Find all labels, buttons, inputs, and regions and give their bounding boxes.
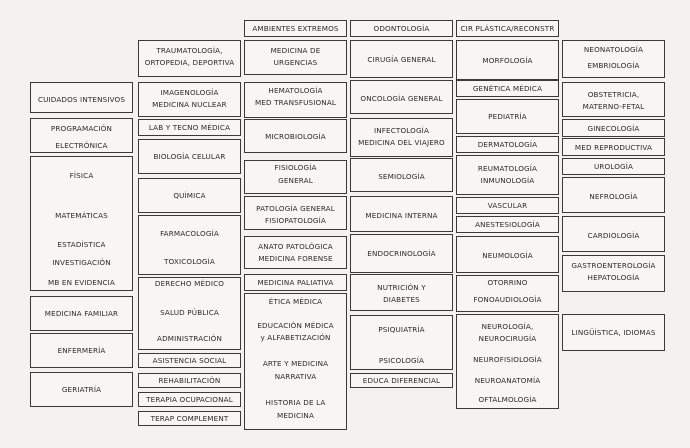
specialty-label: MED REPRODUCTIVA <box>574 143 653 152</box>
specialty-label: CIRUGÍA GENERAL <box>367 55 436 64</box>
specialty-label: PSIQUIATRÍA <box>378 325 425 334</box>
specialty-box-traumatologia <box>138 40 241 77</box>
specialty-label: EDUCACIÓN MÉDICA <box>257 321 334 330</box>
specialty-box-gastroenterologia <box>562 255 665 292</box>
specialty-box-otorrino <box>456 275 559 312</box>
specialty-label: MEDICINA DE <box>270 46 321 55</box>
specialty-label: GENÉTICA MÉDICA <box>472 84 543 93</box>
specialty-box-cir-plastica-reconstr <box>456 20 559 37</box>
specialty-box-neumologia <box>456 236 559 273</box>
specialty-label: ANATO PATOLÓGICA <box>258 242 333 251</box>
specialty-label: URGENCIAS <box>273 58 318 67</box>
specialty-box-semiologia <box>350 158 453 192</box>
specialty-box-terapia-ocupacional <box>138 392 241 407</box>
specialty-label: MED TRANSFUSIONAL <box>254 98 337 107</box>
specialty-label: NEUROFISIOLOGÍA <box>473 355 542 364</box>
specialty-label: DERECHO MÉDICO <box>154 279 225 288</box>
specialty-box-neonatologia <box>562 40 665 78</box>
specialty-label: NEONATOLOGÍA <box>583 45 644 54</box>
specialty-box-quimica <box>138 178 241 213</box>
specialty-label: GERIATRÍA <box>61 385 102 394</box>
specialty-box-obstetricia <box>562 82 665 117</box>
specialty-box-patologia-general <box>244 196 347 230</box>
specialty-label: MATERNO-FETAL <box>582 102 645 111</box>
specialty-label: MEDICINA PALIATIVA <box>257 278 334 287</box>
specialty-label: OFTALMOLOGÍA <box>478 395 537 404</box>
specialty-box-geriatria <box>30 372 133 407</box>
specialty-label: CARDIOLOGÍA <box>587 231 640 240</box>
specialty-label: INFECTOLOGÍA <box>373 126 430 135</box>
specialty-label: MEDICINA FORENSE <box>258 254 333 263</box>
specialty-box-genetica-medica <box>456 80 559 97</box>
specialty-box-lab-y-tecno-medica <box>138 119 241 136</box>
specialty-label: ADMINISTRACIÓN <box>157 334 222 343</box>
specialty-label: GINECOLOGÍA <box>587 124 640 133</box>
specialty-box-oncologia-general <box>350 80 453 114</box>
specialty-label: LINGÜÍSTICA, IDIOMAS <box>571 328 656 337</box>
specialty-label: HEPATOLOGÍA <box>587 273 640 282</box>
specialty-box-microbiologia <box>244 119 347 153</box>
specialty-label: NEUROLOGÍA, <box>481 322 534 331</box>
specialty-label: MICROBIOLOGÍA <box>265 132 326 141</box>
specialty-label: TERAP COMPLEMENT <box>150 414 229 423</box>
specialty-box-medicina-interna <box>350 196 453 232</box>
specialty-box-morfologia <box>456 40 559 80</box>
specialty-label: ANESTESIOLOGÍA <box>475 220 540 229</box>
specialty-box-imagenologia <box>138 82 241 117</box>
specialty-box-fisica <box>30 156 133 291</box>
specialty-box-nefrologia <box>562 177 665 213</box>
specialty-box-rehabilitacion <box>138 373 241 388</box>
specialty-label: y ALFABETIZACIÓN <box>260 333 331 342</box>
specialty-label: MB EN EVIDENCIA <box>48 278 115 287</box>
specialty-label: TRAUMATOLOGÍA, <box>156 46 223 55</box>
specialty-box-enfermeria <box>30 333 133 368</box>
specialty-label: MEDICINA <box>276 411 315 420</box>
specialty-label: PATOLOGÍA GENERAL <box>256 204 335 213</box>
specialty-label: REUMATOLOGÍA <box>477 164 538 173</box>
specialty-label: EDUCA DIFERENCIAL <box>362 376 441 385</box>
specialty-label: FARMACOLOGÍA <box>160 229 219 238</box>
specialty-box-etica-medica <box>244 293 347 430</box>
specialty-box-programacion <box>30 118 133 153</box>
specialty-label: EMBRIOLOGÍA <box>587 61 640 70</box>
specialty-label: GENERAL <box>278 176 313 185</box>
specialty-label: PSICOLOGÍA <box>378 356 425 365</box>
specialty-box-psiquiatria <box>350 315 453 370</box>
specialty-label: VASCULAR <box>487 201 528 210</box>
specialty-label: HEMATOLOGÍA <box>268 86 323 95</box>
specialty-box-urologia <box>562 158 665 175</box>
specialty-box-reumatologia <box>456 155 559 195</box>
specialty-label: PROGRAMACIÓN <box>50 124 113 133</box>
specialty-box-medicina-de <box>244 40 347 75</box>
specialty-box-dermatologia <box>456 136 559 153</box>
specialty-label: FISIOPATOLOGÍA <box>265 216 326 225</box>
specialty-box-hematologia <box>244 82 347 118</box>
specialty-box-fisiologia <box>244 160 347 194</box>
specialty-box-cirugia-general <box>350 40 453 78</box>
specialty-box-ambientes-extremos <box>244 20 347 37</box>
specialty-label: FONOAUDIOLOGÍA <box>473 295 542 304</box>
specialty-box-nutricion-y <box>350 274 453 311</box>
specialty-label: ENDOCRINOLOGÍA <box>367 249 436 258</box>
specialty-label: NEUMOLOGÍA <box>482 251 533 260</box>
specialty-label: MEDICINA INTERNA <box>365 211 438 220</box>
specialty-label: ÉTICA MÉDICA <box>268 297 323 306</box>
specialty-box-anato-patologica <box>244 236 347 269</box>
specialty-box-endocrinologia <box>350 234 453 273</box>
specialty-label: ARTE Y MEDICINA <box>262 359 329 368</box>
specialty-label: ELECTRÓNICA <box>55 141 108 150</box>
specialty-label: ODONTOLOGÍA <box>373 24 430 33</box>
specialty-label: SEMIOLOGÍA <box>378 172 425 181</box>
specialty-label: QUÍMICA <box>173 191 206 200</box>
specialty-label: NARRATIVA <box>274 372 317 381</box>
specialty-box-linguistica-idiomas <box>562 314 665 351</box>
specialty-label: TERAPIA OCUPACIONAL <box>146 395 233 404</box>
specialty-label: MORFOLOGÍA <box>482 56 533 65</box>
specialty-label: MEDICINA NUCLEAR <box>152 100 227 109</box>
specialty-label: ONCOLOGÍA GENERAL <box>360 94 443 103</box>
specialty-label: LAB Y TECNO MÉDICA <box>148 123 231 132</box>
specialty-box-medicina-familiar <box>30 296 133 331</box>
specialty-label: AMBIENTES EXTREMOS <box>252 24 339 33</box>
specialty-box-terap-complement <box>138 411 241 426</box>
specialty-box-cardiologia <box>562 216 665 252</box>
specialty-label: MATEMÁTICAS <box>55 211 108 220</box>
specialty-box-neurologia <box>456 314 559 409</box>
specialty-label: TOXICOLOGÍA <box>164 257 215 266</box>
specialty-box-educa-diferencial <box>350 373 453 388</box>
specialty-label: OTORRINO <box>487 278 528 287</box>
specialty-label: MEDICINA DEL VIAJERO <box>358 138 445 147</box>
specialty-box-farmacologia <box>138 215 241 275</box>
specialty-box-cuidados-intensivos <box>30 82 133 113</box>
specialty-label: ORTOPEDIA, DEPORTIVA <box>144 58 235 67</box>
specialty-label: NUTRICIÓN Y <box>377 283 426 292</box>
specialty-label: CUIDADOS INTENSIVOS <box>37 95 126 104</box>
specialty-label: FISIOLOGÍA <box>274 163 317 172</box>
specialty-label: CIR PLÁSTICA/RECONSTR <box>460 24 555 33</box>
specialty-box-asistencia-social <box>138 353 241 368</box>
specialty-box-pediatria <box>456 99 559 134</box>
specialty-label: INVESTIGACIÓN <box>52 258 111 267</box>
specialty-label: HISTORIA DE LA <box>265 398 326 407</box>
specialty-box-med-reproductiva <box>562 138 665 156</box>
specialty-label: DERMATOLOGÍA <box>477 140 538 149</box>
specialty-label: GASTROENTEROLOGÍA <box>571 261 656 270</box>
specialty-box-biologia-celular <box>138 139 241 174</box>
specialty-box-ginecologia <box>562 119 665 137</box>
specialty-label: NEFROLOGÍA <box>589 192 638 201</box>
specialty-label: UROLOGÍA <box>593 162 634 171</box>
specialty-label: IMAGENOLOGÍA <box>160 88 219 97</box>
specialty-box-odontologia <box>350 20 453 37</box>
specialty-box-vascular <box>456 197 559 214</box>
specialty-label: REHABILITACIÓN <box>158 376 221 385</box>
specialty-label: PEDIATRÍA <box>488 112 527 121</box>
specialty-label: FÍSICA <box>69 171 94 180</box>
specialty-label: ASISTENCIA SOCIAL <box>152 356 227 365</box>
specialty-label: SALUD PÚBLICA <box>160 308 219 317</box>
specialty-label: INMUNOLOGÍA <box>480 176 535 185</box>
specialty-box-derecho-medico <box>138 277 241 350</box>
specialty-label: ESTADÍSTICA <box>57 240 106 249</box>
specialty-label: NEUROCIRUGÍA <box>478 334 537 343</box>
specialty-label: ENFERMERÍA <box>57 346 106 355</box>
specialty-box-anestesiologia <box>456 216 559 233</box>
specialty-label: OBSTETRICIA, <box>587 90 640 99</box>
specialty-label: NEUROANATOMÍA <box>474 376 541 385</box>
specialty-box-medicina-paliativa <box>244 274 347 291</box>
specialty-label: MEDICINA FAMILIAR <box>44 309 119 318</box>
specialty-box-infectologia <box>350 118 453 157</box>
specialty-label: BIOLOGÍA CELULAR <box>153 152 226 161</box>
specialty-label: DIABETES <box>383 295 420 304</box>
